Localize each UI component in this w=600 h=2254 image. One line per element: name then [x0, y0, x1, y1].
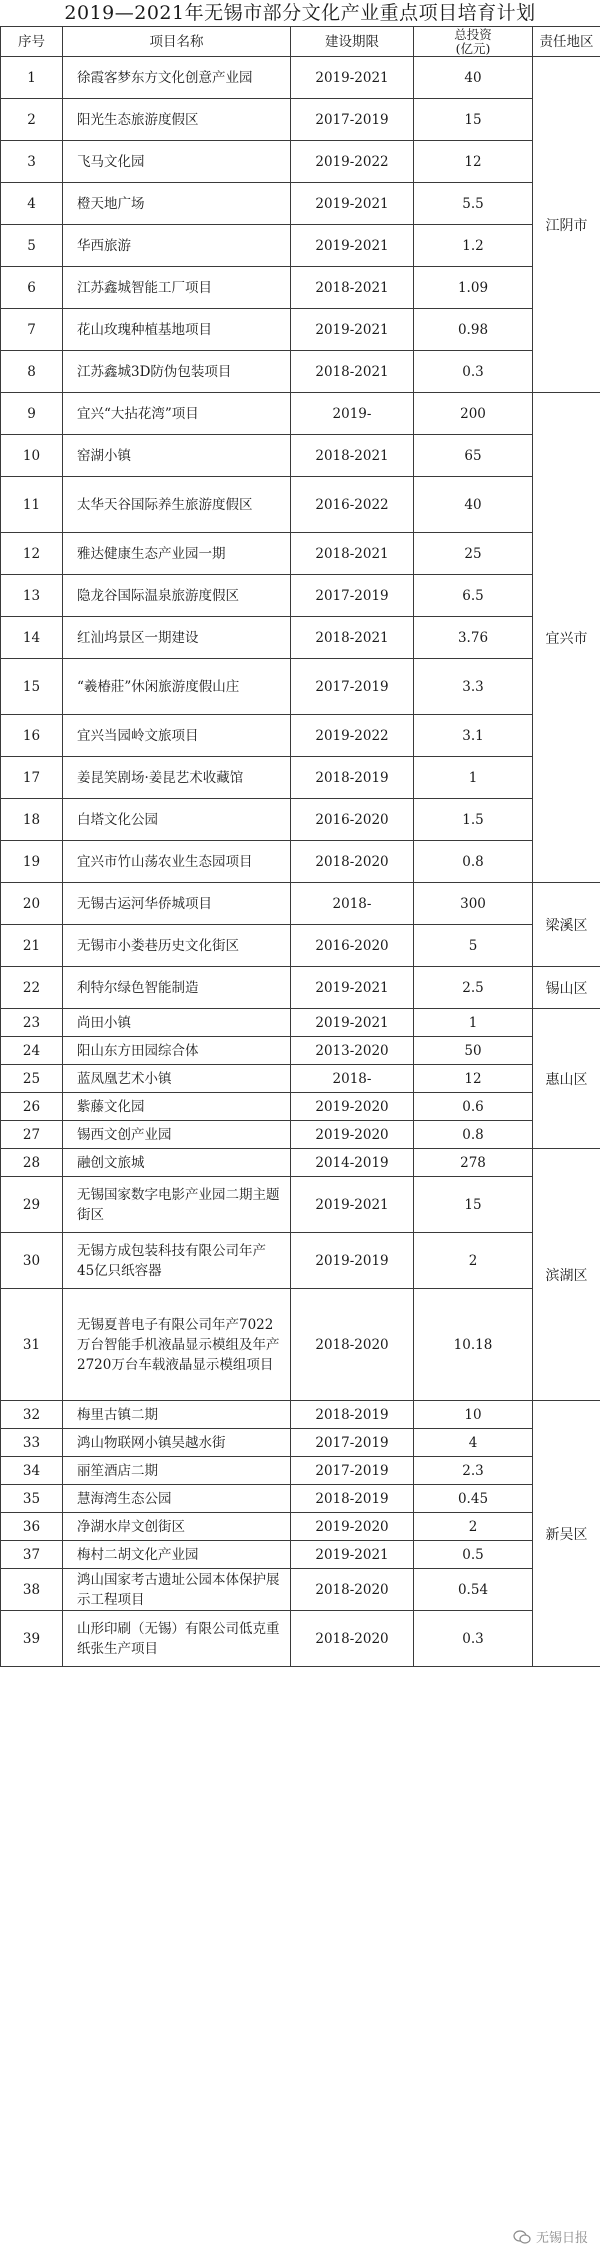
cell-no: 33: [1, 1429, 63, 1457]
table-row: [1, 1233, 600, 1289]
cell-project-name: “羲椿莊”休闲旅游度假山庄: [63, 659, 291, 715]
cell-investment: 0.45: [414, 1485, 533, 1513]
cell-period: 2018-2021: [291, 351, 414, 393]
cell-no: 10: [1, 435, 63, 477]
cell-period: 2019-2020: [291, 1121, 414, 1149]
cell-project-name: 窑湖小镇: [63, 435, 291, 477]
cell-no: 7: [1, 309, 63, 351]
cell-project-name: 宜兴当园岭文旅项目: [63, 715, 291, 757]
cell-period: 2019-2021: [291, 183, 414, 225]
table-row: [1, 659, 600, 715]
cell-period: 2019-2021: [291, 225, 414, 267]
cell-no: 35: [1, 1485, 63, 1513]
table-row: [1, 267, 600, 309]
cell-investment: 2: [414, 1513, 533, 1541]
cell-period: 2018-2021: [291, 435, 414, 477]
table-row: [1, 99, 600, 141]
cell-period: 2019-2021: [291, 1009, 414, 1037]
cell-no: 24: [1, 1037, 63, 1065]
cell-no: 5: [1, 225, 63, 267]
cell-project-name: 隐龙谷国际温泉旅游度假区: [63, 575, 291, 617]
cell-investment: 12: [414, 141, 533, 183]
cell-investment: 0.8: [414, 841, 533, 883]
cell-project-name: 尚田小镇: [63, 1009, 291, 1037]
cell-period: 2019-2021: [291, 1541, 414, 1569]
cell-project-name: 红汕坞景区一期建设: [63, 617, 291, 659]
cell-project-name: 橙天地广场: [63, 183, 291, 225]
table-body: [1, 57, 600, 1667]
cell-period: 2014-2019: [291, 1149, 414, 1177]
cell-no: 37: [1, 1541, 63, 1569]
cell-period: 2018-2020: [291, 1289, 414, 1401]
cell-project-name: 无锡国家数字电影产业园二期主题街区: [63, 1177, 291, 1233]
cell-period: 2018-2021: [291, 533, 414, 575]
cell-investment: 300: [414, 883, 533, 925]
cell-period: 2018-: [291, 883, 414, 925]
cell-period: 2013-2020: [291, 1037, 414, 1065]
cell-period: 2019-2021: [291, 967, 414, 1009]
table-row: [1, 477, 600, 533]
cell-project-name: 宜兴市竹山荡农业生态园项目: [63, 841, 291, 883]
cell-investment: 50: [414, 1037, 533, 1065]
table-header-row: [1, 27, 600, 57]
cell-project-name: 鸿山国家考古遗址公园本体保护展示工程项目: [63, 1569, 291, 1611]
cell-project-name: 江苏鑫城3D防伪包装项目: [63, 351, 291, 393]
cell-no: 23: [1, 1009, 63, 1037]
cell-period: 2016-2022: [291, 477, 414, 533]
table-row: [1, 1429, 600, 1457]
cell-investment: 10: [414, 1401, 533, 1429]
cell-region: 宜兴市: [533, 393, 600, 883]
watermark: [513, 2227, 588, 2246]
header-region: 责任地区: [533, 27, 600, 57]
table-row: [1, 1009, 600, 1037]
cell-investment: 0.3: [414, 351, 533, 393]
cell-investment: 3.76: [414, 617, 533, 659]
table-row: [1, 1457, 600, 1485]
cell-no: 8: [1, 351, 63, 393]
cell-no: 15: [1, 659, 63, 715]
table-row: [1, 1485, 600, 1513]
table-row: [1, 1177, 600, 1233]
header-no: 序号: [1, 27, 63, 57]
cell-region: 江阴市: [533, 57, 600, 393]
cell-no: 34: [1, 1457, 63, 1485]
table-row: [1, 883, 600, 925]
cell-no: 2: [1, 99, 63, 141]
cell-region: 惠山区: [533, 1009, 600, 1149]
cell-no: 36: [1, 1513, 63, 1541]
cell-period: 2018-2021: [291, 617, 414, 659]
header-investment: [414, 27, 533, 57]
cell-period: 2019-2022: [291, 141, 414, 183]
cell-no: 14: [1, 617, 63, 659]
cell-project-name: 飞马文化园: [63, 141, 291, 183]
table-row: [1, 1121, 600, 1149]
cell-project-name: 山形印刷（无锡）有限公司低克重纸张生产项目: [63, 1611, 291, 1667]
cell-period: 2019-2021: [291, 57, 414, 99]
cell-project-name: 丽笙酒店二期: [63, 1457, 291, 1485]
cell-no: 31: [1, 1289, 63, 1401]
cell-period: 2019-2019: [291, 1233, 414, 1289]
cell-project-name: 利特尔绿色智能制造: [63, 967, 291, 1009]
cell-investment: 5.5: [414, 183, 533, 225]
cell-investment: 2.5: [414, 967, 533, 1009]
cell-no: 39: [1, 1611, 63, 1667]
cell-investment: 15: [414, 99, 533, 141]
cell-investment: 2.3: [414, 1457, 533, 1485]
cell-period: 2018-2019: [291, 1401, 414, 1429]
cell-period: 2018-2020: [291, 1569, 414, 1611]
table-row: [1, 533, 600, 575]
watermark-text: 无锡日报: [535, 2231, 588, 2246]
cell-project-name: 宜兴“大拈花湾”项目: [63, 393, 291, 435]
cell-investment: 200: [414, 393, 533, 435]
cell-no: 19: [1, 841, 63, 883]
table-row: [1, 435, 600, 477]
cell-project-name: 无锡古运河华侨城项目: [63, 883, 291, 925]
cell-no: 9: [1, 393, 63, 435]
cell-investment: 25: [414, 533, 533, 575]
cell-period: 2016-2020: [291, 925, 414, 967]
cell-period: 2017-2019: [291, 1457, 414, 1485]
table-row: [1, 1569, 600, 1611]
cell-no: 22: [1, 967, 63, 1009]
cell-project-name: 梅村二胡文化产业园: [63, 1541, 291, 1569]
cell-project-name: 江苏鑫城智能工厂项目: [63, 267, 291, 309]
cell-no: 32: [1, 1401, 63, 1429]
cell-no: 1: [1, 57, 63, 99]
cell-period: 2017-2019: [291, 99, 414, 141]
cell-period: 2018-2019: [291, 1485, 414, 1513]
cell-no: 28: [1, 1149, 63, 1177]
table-row: [1, 715, 600, 757]
cell-period: 2018-2021: [291, 267, 414, 309]
header-investment-line2: (亿元): [455, 40, 491, 56]
cell-no: 20: [1, 883, 63, 925]
cell-investment: 278: [414, 1149, 533, 1177]
table-row: [1, 141, 600, 183]
document-title: 2019—2021年无锡市部分文化产业重点项目培育计划: [64, 2, 536, 24]
cell-investment: 40: [414, 477, 533, 533]
cell-investment: 1.2: [414, 225, 533, 267]
cell-investment: 2: [414, 1233, 533, 1289]
cell-no: 3: [1, 141, 63, 183]
cell-investment: 0.54: [414, 1569, 533, 1611]
table-row: [1, 309, 600, 351]
cell-no: 27: [1, 1121, 63, 1149]
cell-region: 梁溪区: [533, 883, 600, 967]
table-row: [1, 1611, 600, 1667]
cell-no: 30: [1, 1233, 63, 1289]
cell-period: 2018-2020: [291, 841, 414, 883]
cell-period: 2019-2021: [291, 1177, 414, 1233]
cell-project-name: 阳光生态旅游度假区: [63, 99, 291, 141]
cell-project-name: 华西旅游: [63, 225, 291, 267]
project-table: [0, 26, 600, 1667]
table-row: [1, 351, 600, 393]
table-row: [1, 1093, 600, 1121]
table-row: [1, 1513, 600, 1541]
cell-project-name: 白塔文化公园: [63, 799, 291, 841]
cell-project-name: 鸿山物联网小镇吴越水街: [63, 1429, 291, 1457]
cell-investment: 0.3: [414, 1611, 533, 1667]
cell-no: 38: [1, 1569, 63, 1611]
cell-no: 25: [1, 1065, 63, 1093]
cell-project-name: 阳山东方田园综合体: [63, 1037, 291, 1065]
table-row: [1, 1037, 600, 1065]
cell-project-name: 太华天谷国际养生旅游度假区: [63, 477, 291, 533]
header-investment-line1: 总投资: [454, 26, 492, 42]
table-row: [1, 1541, 600, 1569]
cell-period: 2018-2019: [291, 757, 414, 799]
cell-investment: 6.5: [414, 575, 533, 617]
cell-region: 滨湖区: [533, 1149, 600, 1401]
cell-project-name: 姜昆笑剧场·姜昆艺术收藏馆: [63, 757, 291, 799]
cell-project-name: 无锡方成包装科技有限公司年产45亿只纸容器: [63, 1233, 291, 1289]
cell-period: 2019-2020: [291, 1093, 414, 1121]
cell-project-name: 紫藤文化园: [63, 1093, 291, 1121]
cell-investment: 12: [414, 1065, 533, 1093]
table-row: [1, 1401, 600, 1429]
cell-investment: 10.18: [414, 1289, 533, 1401]
table-row: [1, 841, 600, 883]
cell-period: 2016-2020: [291, 799, 414, 841]
cell-period: 2017-2019: [291, 659, 414, 715]
table-row: [1, 1149, 600, 1177]
cell-project-name: 融创文旅城: [63, 1149, 291, 1177]
cell-investment: 3.1: [414, 715, 533, 757]
cell-investment: 1.5: [414, 799, 533, 841]
cell-investment: 4: [414, 1429, 533, 1457]
cell-investment: 0.8: [414, 1121, 533, 1149]
cell-project-name: 无锡夏普电子有限公司年产7022万台智能手机液晶显示模组及年产2720万台车载液晶显示模组项目: [63, 1289, 291, 1401]
header-period: 建设期限: [291, 27, 414, 57]
cell-period: 2019-2021: [291, 309, 414, 351]
cell-period: 2018-2020: [291, 1611, 414, 1667]
table-row: [1, 925, 600, 967]
cell-period: 2019-: [291, 393, 414, 435]
cell-period: 2017-2019: [291, 575, 414, 617]
cell-investment: 15: [414, 1177, 533, 1233]
cell-period: 2017-2019: [291, 1429, 414, 1457]
cell-no: 16: [1, 715, 63, 757]
cell-investment: 0.6: [414, 1093, 533, 1121]
cell-investment: 65: [414, 435, 533, 477]
table-row: [1, 967, 600, 1009]
table-row: [1, 393, 600, 435]
cell-investment: 0.98: [414, 309, 533, 351]
table-row: [1, 1289, 600, 1401]
cell-investment: 5: [414, 925, 533, 967]
cell-investment: 40: [414, 57, 533, 99]
cell-period: 2018-: [291, 1065, 414, 1093]
wechat-icon: [513, 2230, 531, 2244]
cell-no: 12: [1, 533, 63, 575]
cell-no: 4: [1, 183, 63, 225]
table-row: [1, 575, 600, 617]
cell-project-name: 慧海湾生态公园: [63, 1485, 291, 1513]
cell-no: 13: [1, 575, 63, 617]
cell-period: 2019-2020: [291, 1513, 414, 1541]
cell-region: 锡山区: [533, 967, 600, 1009]
cell-project-name: 蓝凤凰艺术小镇: [63, 1065, 291, 1093]
cell-project-name: 花山玫瑰种植基地项目: [63, 309, 291, 351]
cell-period: 2019-2022: [291, 715, 414, 757]
table-row: [1, 799, 600, 841]
header-name: 项目名称: [63, 27, 291, 57]
cell-project-name: 净湖水岸文创街区: [63, 1513, 291, 1541]
table-row: [1, 57, 600, 99]
cell-no: 11: [1, 477, 63, 533]
cell-project-name: 无锡市小娄巷历史文化街区: [63, 925, 291, 967]
cell-investment: 1: [414, 1009, 533, 1037]
project-table-wrapper: [0, 26, 600, 1667]
cell-project-name: 锡西文创产业园: [63, 1121, 291, 1149]
cell-project-name: 徐霞客梦东方文化创意产业园: [63, 57, 291, 99]
table-row: [1, 1065, 600, 1093]
cell-no: 29: [1, 1177, 63, 1233]
cell-investment: 3.3: [414, 659, 533, 715]
cell-no: 18: [1, 799, 63, 841]
table-row: [1, 757, 600, 799]
cell-no: 21: [1, 925, 63, 967]
cell-no: 6: [1, 267, 63, 309]
cell-investment: 0.5: [414, 1541, 533, 1569]
cell-investment: 1.09: [414, 267, 533, 309]
table-row: [1, 617, 600, 659]
table-row: [1, 183, 600, 225]
cell-investment: 1: [414, 757, 533, 799]
cell-project-name: 梅里古镇二期: [63, 1401, 291, 1429]
table-row: [1, 225, 600, 267]
cell-project-name: 雅达健康生态产业园一期: [63, 533, 291, 575]
cell-no: 17: [1, 757, 63, 799]
cell-no: 26: [1, 1093, 63, 1121]
cell-region: 新吴区: [533, 1401, 600, 1667]
